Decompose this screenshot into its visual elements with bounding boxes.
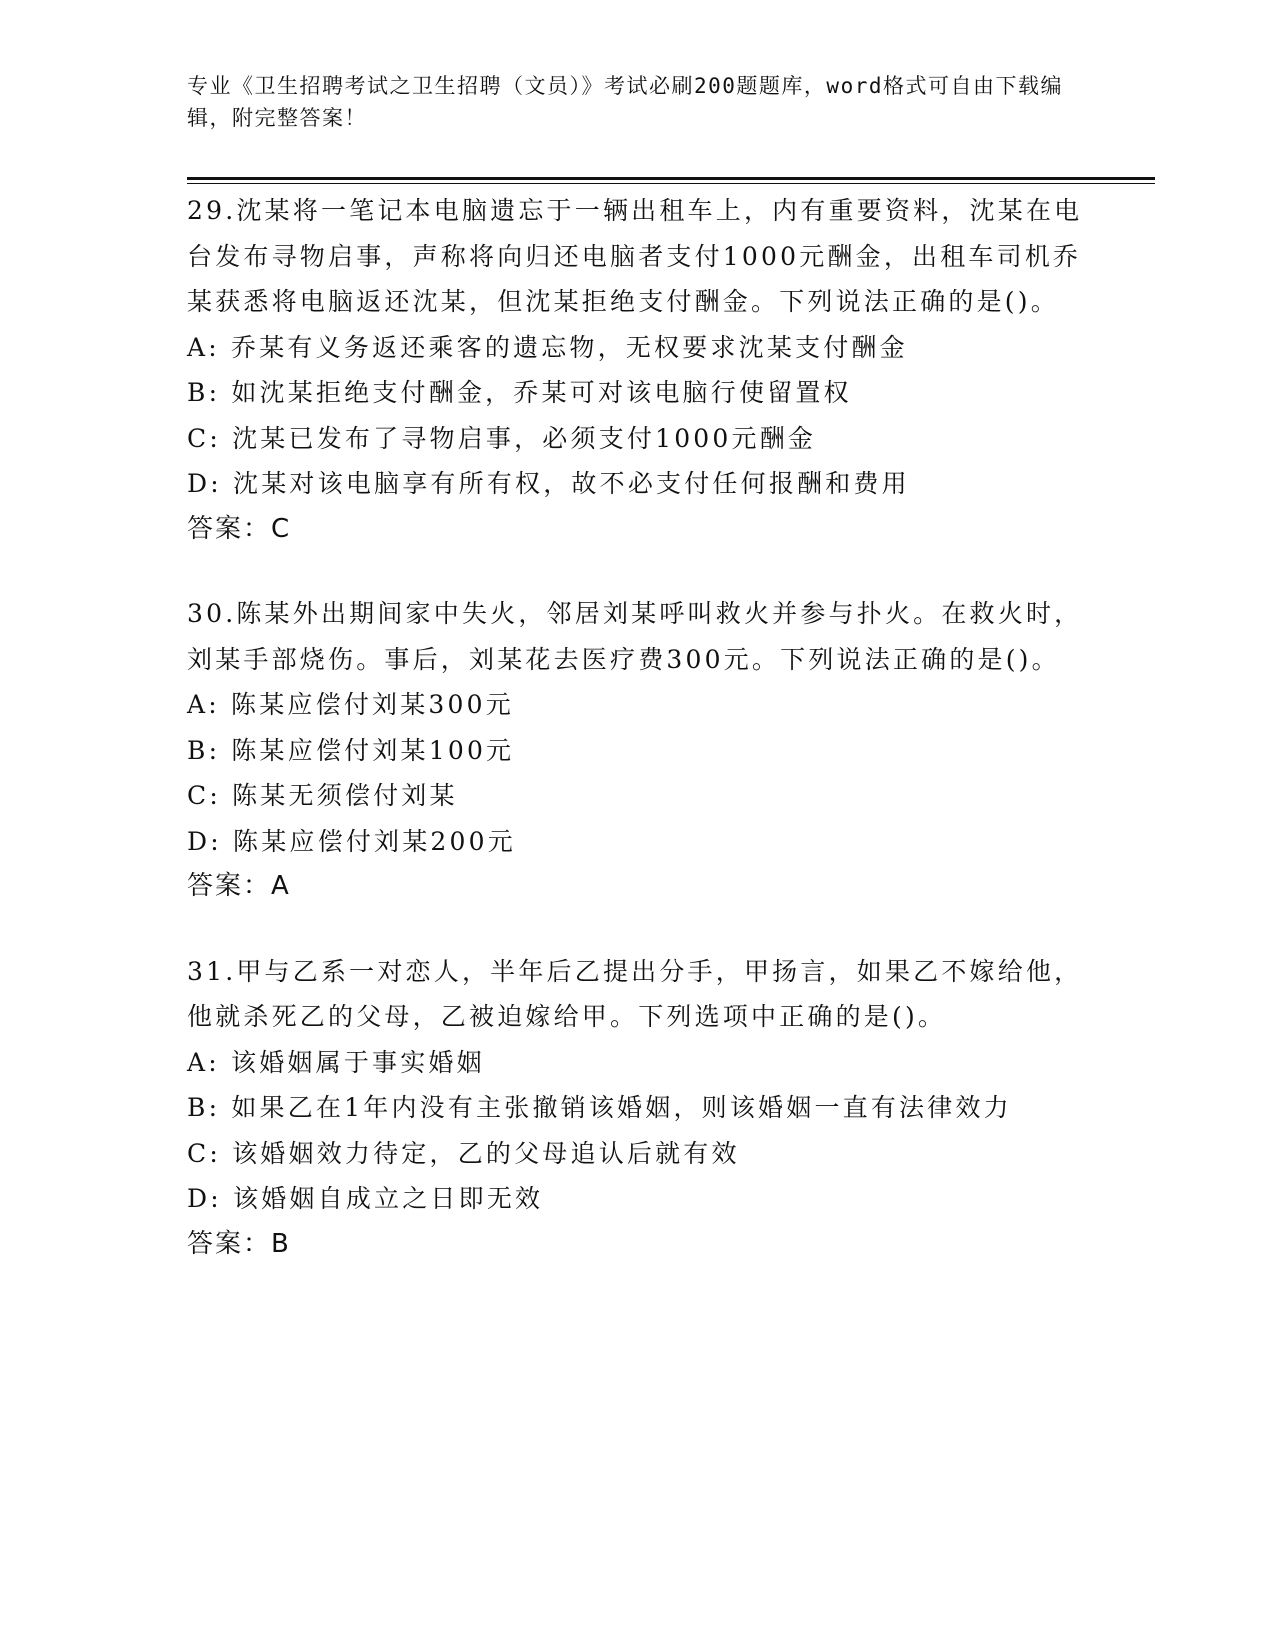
question-list — [187, 188, 1087, 1306]
question-stem: 30.陈某外出期间家中失火，邻居刘某呼叫救火并参与扑火。在救火时，刘某手部烧伤。事后，刘某花去医疗费300元。下列说法正确的是()。 — [187, 599, 1083, 674]
option-c: C: 沈某已发布了寻物启事，必须支付1000元酬金 — [187, 423, 817, 453]
question-stem: 29.沈某将一笔记本电脑遗忘于一辆出租车上，内有重要资料，沈某在电台发布寻物启事，声称将向归还电脑者支付1000元酬金，出租车司机乔某获悉将电脑返还沈某，但沈某拒绝支付酬金。下列说法正确的是()。 — [187, 196, 1083, 316]
option-c: C: 陈某无须偿付刘某 — [187, 781, 458, 810]
option-a: A: 该婚姻属于事实婚姻 — [187, 1047, 485, 1077]
question-30 — [187, 591, 1087, 910]
option-d: D: 沈某对该电脑享有所有权，故不必支付任何报酬和费用 — [187, 469, 910, 498]
answer-line: 答案：C — [187, 513, 292, 544]
option-c: C: 该婚姻效力待定，乙的父母追认后就有效 — [187, 1138, 740, 1168]
header-divider-thick — [187, 177, 1155, 180]
option-d: D: 该婚姻自成立之日即无效 — [187, 1184, 544, 1213]
option-b: B: 如沈某拒绝支付酬金，乔某可对该电脑行使留置权 — [187, 378, 852, 407]
answer-line: 答案：A — [187, 871, 291, 901]
option-d: D: 陈某应偿付刘某200元 — [187, 826, 516, 856]
document-header: 专业《卫生招聘考试之卫生招聘（文员）》考试必刷200题题库，word格式可自由下载编辑，附完整答案！ — [187, 74, 1063, 130]
question-31 — [187, 949, 1087, 1268]
header-divider-thin — [187, 183, 1155, 184]
option-a: A: 乔某有义务返还乘客的遗忘物，无权要求沈某支付酬金 — [187, 332, 908, 362]
option-b: B: 陈某应偿付刘某100元 — [187, 735, 515, 765]
question-stem: 31.甲与乙系一对恋人，半年后乙提出分手，甲扬言，如果乙不嫁给他，他就杀死乙的父母，乙被迫嫁给甲。下列选项中正确的是()。 — [187, 956, 1083, 1031]
option-b: B: 如果乙在1年内没有主张撤销该婚姻，则该婚姻一直有法律效力 — [187, 1093, 1012, 1122]
question-29 — [187, 188, 1087, 552]
option-a: A: 陈某应偿付刘某300元 — [187, 690, 514, 719]
answer-line: 答案：B — [187, 1228, 291, 1259]
